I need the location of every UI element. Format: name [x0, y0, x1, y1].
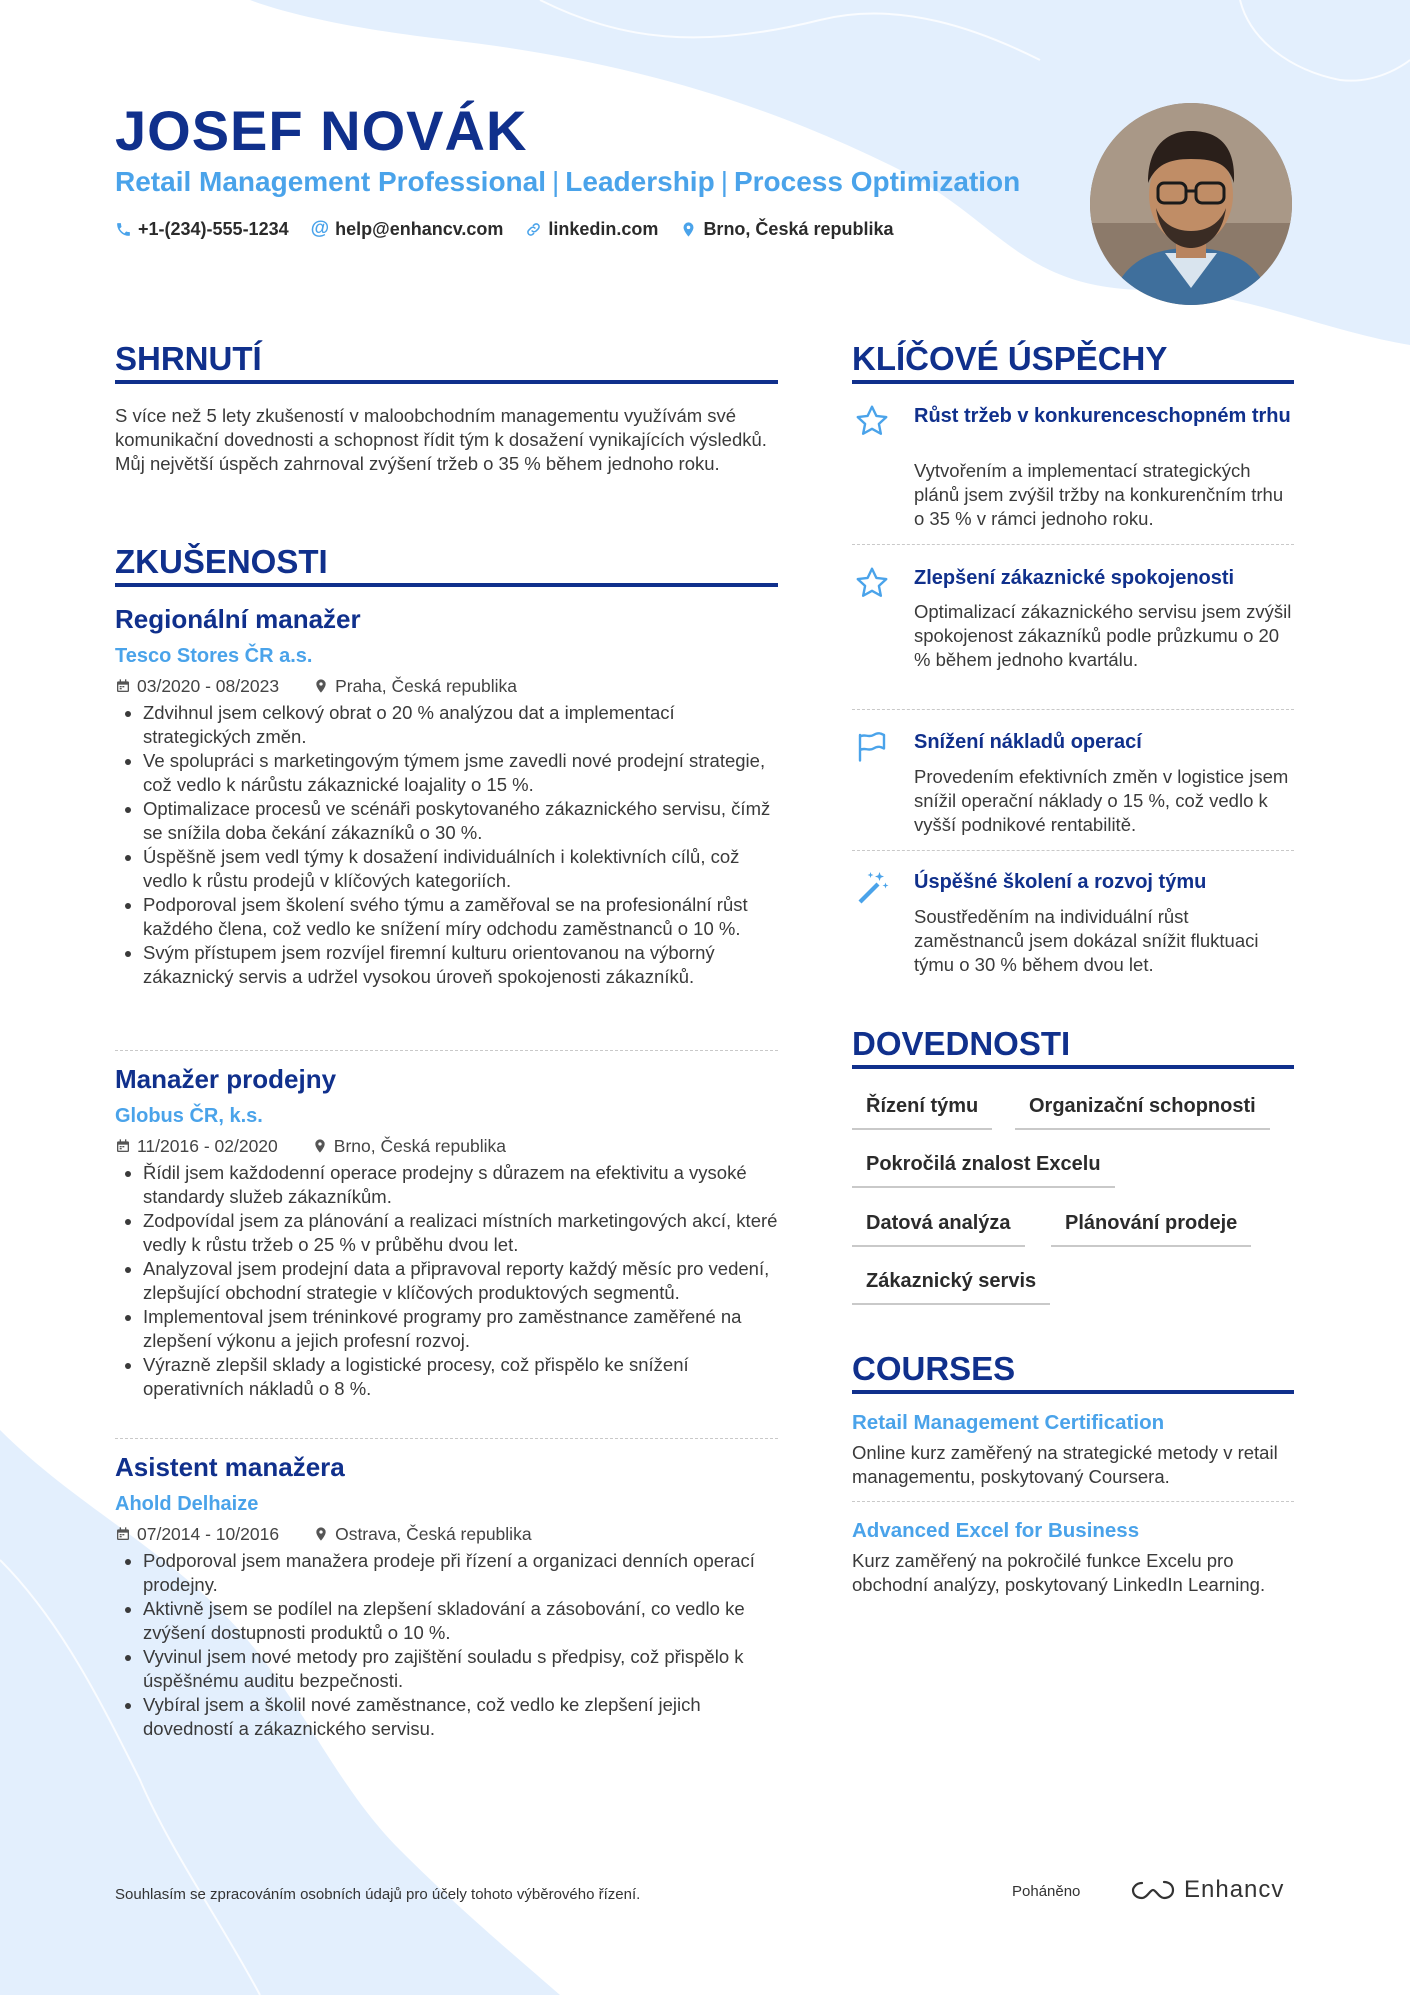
job-position: Regionální manažer	[115, 604, 361, 634]
job-bullet: Podporoval jsem školení svého týmu a zaměřoval se na profesionální růst každého člena, což vedlo ke snížení míry odchodu zaměstnanců o 10 %.	[115, 893, 778, 941]
job-bullet: Implementoval jsem tréninkové programy pro zaměstnance zaměřené na zlepšení výkonu a jejich profesní rozvoj.	[115, 1305, 778, 1353]
headline-separator: |	[552, 166, 560, 197]
achievement-description: Optimalizací zákaznického servisu jsem zvýšil spokojenost zákazníků podle průzkumu o 20 % během jednoho kvartálu.	[914, 601, 1292, 670]
job-position: Asistent manažera	[115, 1452, 345, 1482]
summary-text: S více než 5 lety zkušeností v maloobchodním managementu využívám své komunikační dovednosti a schopnost řídit tým k dosažení vynikajících výsledků. Můj největší úspěch zahrnoval zvýšení tržeb o 35 % během jednoho roku.	[115, 405, 767, 474]
magic-wand-icon	[854, 869, 890, 905]
brand-logo[interactable]	[1130, 1876, 1284, 1904]
course-description: Kurz zaměřený na pokročilé funkce Excelu pro obchodní analýzy, poskytovaný LinkedIn Learning.	[852, 1550, 1266, 1595]
experience-section-title: ZKUŠENOSTI	[115, 543, 778, 587]
experience-entry	[115, 1451, 778, 1741]
job-bullet: Optimalizace procesů ve scénáři poskytovaného zákaznického servisu, čímž se snížila doba čekání zákazníků o 30 %.	[115, 797, 778, 845]
job-dates: 03/2020 - 08/2023	[137, 676, 280, 696]
job-company: Globus ČR, k.s.	[115, 1105, 263, 1127]
calendar-icon	[115, 678, 131, 694]
brand-name: Enhancv	[1184, 1876, 1285, 1903]
linkedin-text: linkedin.com	[548, 218, 659, 239]
location-pin-icon	[680, 221, 697, 238]
profile-photo	[1090, 103, 1292, 305]
contact-location	[680, 218, 893, 240]
job-bullet: Řídil jsem každodenní operace prodejny s důrazem na efektivitu a vysoké standardy služeb zákazníkům.	[115, 1161, 778, 1209]
job-bullets	[115, 701, 778, 989]
experience-entry	[115, 1063, 778, 1401]
achievement-description: Provedením efektivních změn v logistice jsem snížil operační náklady o 15 %, což vedlo k vyšší podnikové rentabilitě.	[914, 766, 1289, 835]
achievement-title: Snížení nákladů operací	[914, 731, 1142, 753]
star-icon	[854, 403, 890, 439]
divider	[115, 1050, 778, 1051]
job-company: Ahold Delhaize	[115, 1493, 259, 1515]
contact-email[interactable]	[311, 218, 504, 240]
skills-section-title: DOVEDNOSTI	[852, 1025, 1294, 1069]
achievement-title: Zlepšení zákaznické spokojenosti	[914, 567, 1235, 589]
phone-icon	[115, 221, 132, 238]
job-meta	[115, 675, 778, 697]
location-pin-icon	[313, 678, 329, 694]
course-title: Advanced Excel for Business	[852, 1519, 1140, 1542]
courses-section-title: COURSES	[852, 1350, 1294, 1394]
job-bullet: Vybíral jsem a školil nové zaměstnance, což vedlo ke zlepšení jejich dovedností a zákaznického servisu.	[115, 1693, 778, 1741]
achievements-section-title: KLÍČOVÉ ÚSPĚCHY	[852, 340, 1294, 384]
job-bullets	[115, 1549, 778, 1741]
contact-bar	[115, 218, 894, 240]
job-dates: 11/2016 - 02/2020	[137, 1136, 278, 1156]
job-bullet: Výrazně zlepšil sklady a logistické procesy, což přispělo ke snížení operativních nákladů o 8 %.	[115, 1353, 778, 1401]
headline-part: Leadership	[565, 166, 715, 197]
location-pin-icon	[312, 1138, 328, 1154]
job-dates: 07/2014 - 10/2016	[137, 1524, 280, 1544]
location-text: Brno, Česká republika	[703, 218, 894, 239]
divider	[852, 544, 1294, 545]
job-bullet: Podporoval jsem manažera prodeje při řízení a organizaci denních operací prodejny.	[115, 1549, 778, 1597]
course-description: Online kurz zaměřený na strategické metody v retail managementu, poskytovaný Coursera.	[852, 1442, 1278, 1487]
flag-icon	[854, 729, 890, 765]
contact-linkedin[interactable]	[525, 218, 658, 240]
phone-text: +1-(234)-555-1234	[138, 218, 289, 239]
achievement-description: Vytvořením a implementací strategických plánů jsem zvýšil tržby na konkurenčním trhu o 35 % v rámci jednoho roku.	[914, 460, 1284, 529]
job-bullet: Vyvinul jsem nové metody pro zajištění souladu s předpisy, což přispělo k úspěšnému auditu bezpečnosti.	[115, 1645, 778, 1693]
achievement-description: Soustředěním na individuální růst zaměstnanců jsem dokázal snížit fluktuaci týmu o 30 % během dvou let.	[914, 906, 1259, 975]
star-icon	[854, 565, 890, 601]
skill-tag: Pokročilá znalost Excelu	[852, 1153, 1115, 1188]
link-icon	[525, 221, 542, 238]
experience-entry	[115, 603, 778, 989]
job-location: Brno, Česká republika	[333, 1136, 506, 1156]
divider	[852, 1501, 1294, 1502]
job-position: Manažer prodejny	[115, 1064, 337, 1094]
headline	[115, 166, 1075, 198]
headline-separator: |	[720, 166, 728, 197]
job-meta	[115, 1135, 778, 1157]
divider	[852, 850, 1294, 851]
divider	[115, 1438, 778, 1439]
skill-tag: Plánování prodeje	[1051, 1212, 1251, 1247]
candidate-name: JOSEF NOVÁK	[115, 99, 528, 162]
email-text: help@enhancv.com	[335, 218, 504, 239]
contact-phone[interactable]	[115, 218, 289, 240]
powered-by-label: Poháněno	[1012, 1883, 1081, 1900]
achievement-title: Růst tržeb v konkurenceschopném trhu	[914, 405, 1291, 427]
job-company: Tesco Stores ČR a.s.	[115, 645, 313, 667]
job-bullet: Zodpovídal jsem za plánování a realizaci místních marketingových akcí, které vedly k růstu tržeb o 25 % v průběhu dvou let.	[115, 1209, 778, 1257]
calendar-icon	[115, 1138, 131, 1154]
divider	[852, 709, 1294, 710]
job-location: Ostrava, Česká republika	[335, 1524, 532, 1544]
enhancv-logo-icon	[1130, 1877, 1176, 1903]
headline-part: Retail Management Professional	[115, 166, 547, 197]
skill-tag: Řízení týmu	[852, 1095, 992, 1130]
achievement-title: Úspěšné školení a rozvoj týmu	[914, 871, 1207, 893]
skill-tag: Datová analýza	[852, 1212, 1025, 1247]
consent-text: Souhlasím se zpracováním osobních údajů pro účely tohoto výběrového řízení.	[115, 1886, 641, 1903]
job-meta	[115, 1523, 778, 1545]
job-bullet: Analyzoval jsem prodejní data a připravoval reporty každý měsíc pro vedení, zlepšující obchodní strategie v klíčových produktových segmentů.	[115, 1257, 778, 1305]
headline-part: Process Optimization	[733, 166, 1021, 197]
job-bullet: Ve spolupráci s marketingovým týmem jsme zavedli nové prodejní strategie, což vedlo k nárůstu zákaznické loajality o 15 %.	[115, 749, 778, 797]
job-bullet: Aktivně jsem se podílel na zlepšení skladování a zásobování, co vedlo ke zvýšení dostupnosti produktů o 10 %.	[115, 1597, 778, 1645]
course-title: Retail Management Certification	[852, 1411, 1165, 1434]
at-icon: @	[310, 218, 330, 239]
job-bullet: Zdvihnul jsem celkový obrat o 20 % analýzou dat a implementací strategických změn.	[115, 701, 778, 749]
job-bullet: Úspěšně jsem vedl týmy k dosažení individuálních i kolektivních cílů, což vedlo k růstu prodejů v klíčových kategoriích.	[115, 845, 778, 893]
calendar-icon	[115, 1526, 131, 1542]
summary-section-title: SHRNUTÍ	[115, 340, 778, 384]
job-bullet: Svým přístupem jsem rozvíjel firemní kulturu orientovanou na výborný zákaznický servis a udržel vysokou úroveň spokojenosti zákazníků.	[115, 941, 778, 989]
skill-tag: Organizační schopnosti	[1015, 1095, 1270, 1130]
job-bullets	[115, 1161, 778, 1401]
location-pin-icon	[313, 1526, 329, 1542]
skill-tag: Zákaznický servis	[852, 1270, 1050, 1305]
job-location: Praha, Česká republika	[335, 676, 517, 696]
